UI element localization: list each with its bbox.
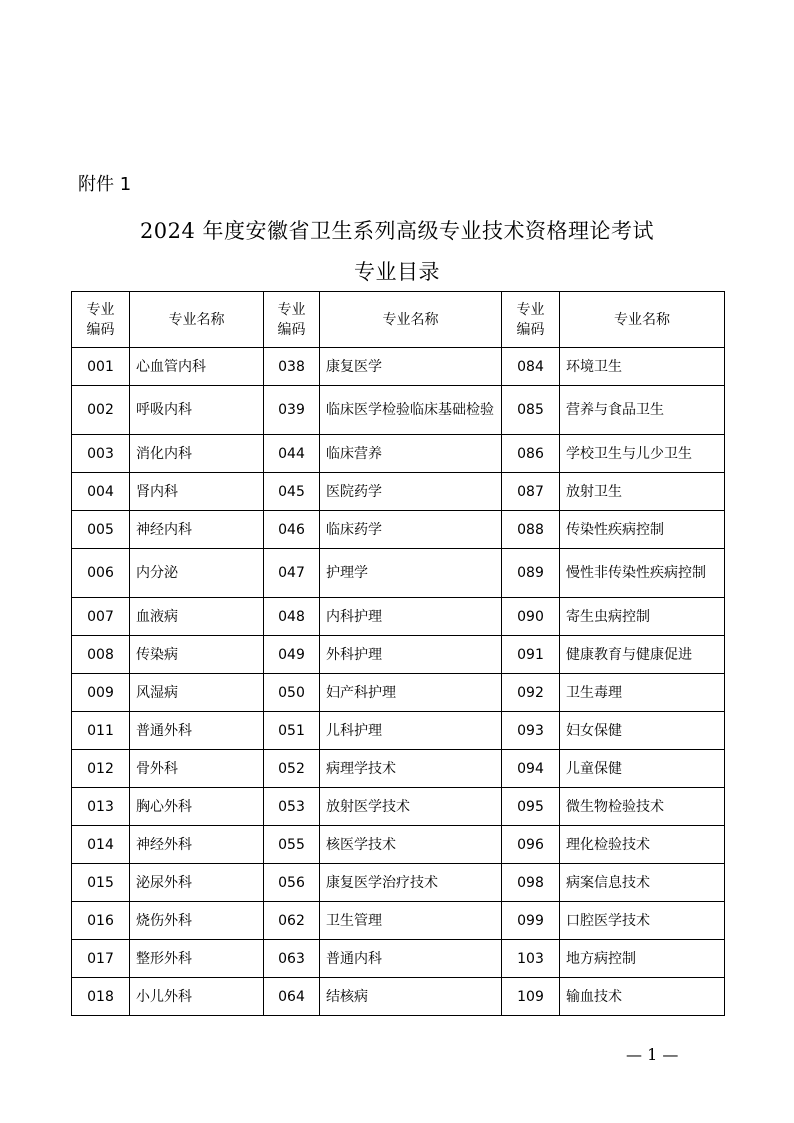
specialty-code: 017 [72, 940, 130, 978]
specialty-code: 051 [264, 712, 320, 750]
specialty-code: 092 [502, 674, 560, 712]
specialty-code: 013 [72, 788, 130, 826]
specialty-code: 087 [502, 473, 560, 511]
specialty-code: 009 [72, 674, 130, 712]
specialty-name: 微生物检验技术 [560, 788, 725, 826]
specialty-code: 016 [72, 902, 130, 940]
specialty-code: 011 [72, 712, 130, 750]
specialty-code: 039 [264, 386, 320, 435]
table-row [72, 826, 725, 864]
table-row [72, 674, 725, 712]
specialty-code: 099 [502, 902, 560, 940]
specialty-code: 004 [72, 473, 130, 511]
specialty-name: 胸心外科 [130, 788, 264, 826]
specialty-name: 寄生虫病控制 [560, 598, 725, 636]
specialty-code: 018 [72, 978, 130, 1016]
page-subtitle: 专业目录 [354, 260, 440, 284]
specialty-name: 康复医学治疗技术 [320, 864, 502, 902]
specialty-name: 传染性疾病控制 [560, 511, 725, 549]
specialty-name: 肾内科 [130, 473, 264, 511]
specialty-name: 神经外科 [130, 826, 264, 864]
specialty-name: 卫生毒理 [560, 674, 725, 712]
specialty-name: 理化检验技术 [560, 826, 725, 864]
specialty-code: 007 [72, 598, 130, 636]
specialty-name: 放射医学技术 [320, 788, 502, 826]
specialty-code: 096 [502, 826, 560, 864]
specialty-name: 外科护理 [320, 636, 502, 674]
specialty-code: 088 [502, 511, 560, 549]
specialty-name: 妇女保健 [560, 712, 725, 750]
specialty-name: 慢性非传染性疾病控制 [560, 549, 725, 598]
table-row [72, 511, 725, 549]
specialty-name: 临床营养 [320, 435, 502, 473]
specialty-code: 015 [72, 864, 130, 902]
specialty-name: 康复医学 [320, 348, 502, 386]
specialty-name: 护理学 [320, 549, 502, 598]
specialty-name: 核医学技术 [320, 826, 502, 864]
specialty-code: 049 [264, 636, 320, 674]
specialty-code: 089 [502, 549, 560, 598]
specialty-code: 003 [72, 435, 130, 473]
table-row [72, 788, 725, 826]
specialty-code: 045 [264, 473, 320, 511]
attachment-label: 附件 1 [78, 174, 132, 195]
specialty-name: 学校卫生与儿少卫生 [560, 435, 725, 473]
specialty-code: 095 [502, 788, 560, 826]
specialty-name: 营养与食品卫生 [560, 386, 725, 435]
specialty-code: 038 [264, 348, 320, 386]
table-row [72, 348, 725, 386]
table-row [72, 712, 725, 750]
header-code: 专业 编码 [502, 292, 560, 348]
specialty-name: 儿科护理 [320, 712, 502, 750]
specialty-name: 口腔医学技术 [560, 902, 725, 940]
specialty-catalog-table [71, 291, 725, 1016]
specialty-name: 小儿外科 [130, 978, 264, 1016]
specialty-code: 094 [502, 750, 560, 788]
specialty-name: 内科护理 [320, 598, 502, 636]
specialty-name: 儿童保健 [560, 750, 725, 788]
specialty-code: 014 [72, 826, 130, 864]
specialty-code: 044 [264, 435, 320, 473]
page-number: — 1 — [626, 1045, 679, 1064]
table-row [72, 902, 725, 940]
specialty-name: 结核病 [320, 978, 502, 1016]
specialty-name: 血液病 [130, 598, 264, 636]
specialty-code: 093 [502, 712, 560, 750]
specialty-name: 放射卫生 [560, 473, 725, 511]
specialty-name: 神经内科 [130, 511, 264, 549]
specialty-code: 090 [502, 598, 560, 636]
specialty-code: 055 [264, 826, 320, 864]
specialty-name: 烧伤外科 [130, 902, 264, 940]
specialty-name: 传染病 [130, 636, 264, 674]
header-name: 专业名称 [130, 292, 264, 348]
specialty-name: 输血技术 [560, 978, 725, 1016]
specialty-name: 健康教育与健康促进 [560, 636, 725, 674]
specialty-code: 098 [502, 864, 560, 902]
specialty-name: 临床医学检验临床基础检验 [320, 386, 502, 435]
specialty-name: 风湿病 [130, 674, 264, 712]
specialty-code: 085 [502, 386, 560, 435]
specialty-code: 062 [264, 902, 320, 940]
specialty-name: 呼吸内科 [130, 386, 264, 435]
table-row [72, 750, 725, 788]
specialty-name: 妇产科护理 [320, 674, 502, 712]
table-header-row [72, 292, 725, 348]
header-code: 专业 编码 [72, 292, 130, 348]
specialty-name: 医院药学 [320, 473, 502, 511]
table-row [72, 386, 725, 435]
specialty-code: 006 [72, 549, 130, 598]
specialty-name: 骨外科 [130, 750, 264, 788]
specialty-code: 002 [72, 386, 130, 435]
specialty-name: 环境卫生 [560, 348, 725, 386]
table-row [72, 598, 725, 636]
specialty-name: 心血管内科 [130, 348, 264, 386]
table-row [72, 978, 725, 1016]
specialty-code: 001 [72, 348, 130, 386]
specialty-code: 046 [264, 511, 320, 549]
table-row [72, 940, 725, 978]
specialty-name: 卫生管理 [320, 902, 502, 940]
specialty-code: 064 [264, 978, 320, 1016]
specialty-code: 086 [502, 435, 560, 473]
table-row [72, 473, 725, 511]
specialty-name: 普通内科 [320, 940, 502, 978]
specialty-code: 052 [264, 750, 320, 788]
specialty-name: 病案信息技术 [560, 864, 725, 902]
header-name: 专业名称 [560, 292, 725, 348]
specialty-name: 临床药学 [320, 511, 502, 549]
specialty-code: 005 [72, 511, 130, 549]
specialty-name: 消化内科 [130, 435, 264, 473]
specialty-code: 084 [502, 348, 560, 386]
specialty-code: 053 [264, 788, 320, 826]
specialty-code: 063 [264, 940, 320, 978]
header-code: 专业 编码 [264, 292, 320, 348]
page-title: 2024 年度安徽省卫生系列高级专业技术资格理论考试 [139, 219, 655, 243]
specialty-code: 048 [264, 598, 320, 636]
specialty-name: 内分泌 [130, 549, 264, 598]
specialty-code: 008 [72, 636, 130, 674]
specialty-code: 109 [502, 978, 560, 1016]
table-row [72, 636, 725, 674]
specialty-code: 091 [502, 636, 560, 674]
specialty-code: 012 [72, 750, 130, 788]
specialty-name: 普通外科 [130, 712, 264, 750]
specialty-code: 103 [502, 940, 560, 978]
table-row [72, 549, 725, 598]
table-row [72, 435, 725, 473]
table-row [72, 864, 725, 902]
specialty-name: 病理学技术 [320, 750, 502, 788]
header-name: 专业名称 [320, 292, 502, 348]
specialty-name: 泌尿外科 [130, 864, 264, 902]
specialty-name: 地方病控制 [560, 940, 725, 978]
specialty-code: 047 [264, 549, 320, 598]
specialty-name: 整形外科 [130, 940, 264, 978]
specialty-code: 056 [264, 864, 320, 902]
specialty-code: 050 [264, 674, 320, 712]
